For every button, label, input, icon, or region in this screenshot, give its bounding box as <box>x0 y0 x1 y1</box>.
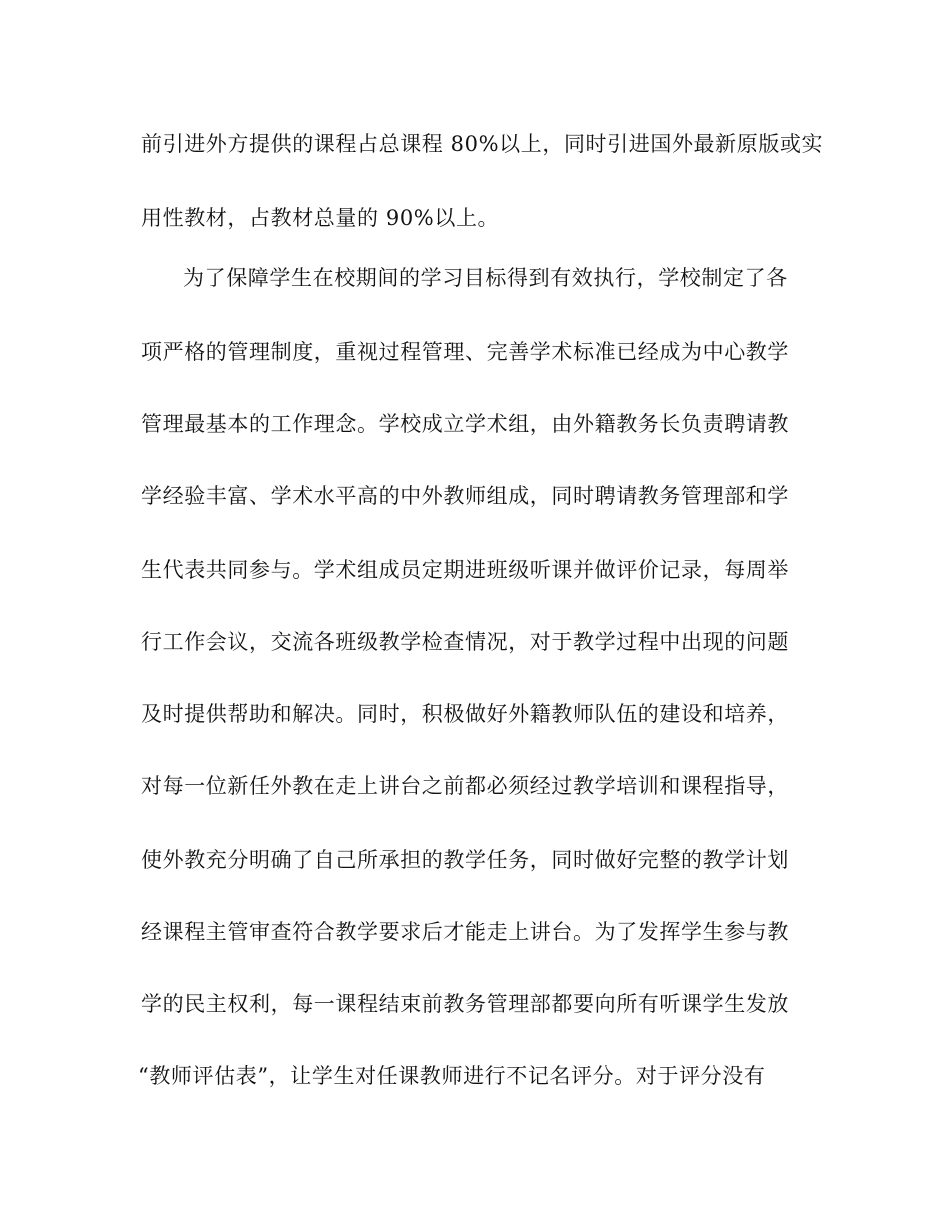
text-line-2: 用性教材，占教材总量的 90%以上。 <box>141 206 500 230</box>
text-line-4: 项严格的管理制度，重视过程管理、完善学术标准已经成为中心教学 <box>141 340 789 364</box>
text-line-8: 行工作会议，交流各班级教学检查情况，对于教学过程中出现的问题 <box>141 630 789 654</box>
text-line-14: “教师评估表”，让学生对任课教师进行不记名评分。对于评分没有 <box>138 1064 766 1088</box>
text-line-13: 学的民主权利，每一课程结束前教务管理部都要向所有听课学生发放 <box>141 992 789 1016</box>
paragraph-first-line: 为了保障学生在校期间的学习目标得到有效执行，学校制定了各 <box>183 266 788 290</box>
text-line-5: 管理最基本的工作理念。学校成立学术组，由外籍教务长负责聘请教 <box>141 412 789 436</box>
text-line-9: 及时提供帮助和解决。同时，积极做好外籍教师队伍的建设和培养， <box>141 702 789 726</box>
text-line-12: 经课程主管审查符合教学要求后才能走上讲台。为了发挥学生参与教 <box>141 920 789 944</box>
text-line-6: 学经验丰富、学术水平高的中外教师组成，同时聘请教务管理部和学 <box>141 484 789 508</box>
text-line-10: 对每一位新任外教在走上讲台之前都必须经过教学培训和课程指导， <box>141 774 789 798</box>
text-line-7: 生代表共同参与。学术组成员定期进班级听课并做评价记录，每周举 <box>141 558 789 582</box>
text-line-1: 前引进外方提供的课程占总课程 80%以上，同时引进国外最新原版或实 <box>141 132 824 156</box>
text-line-11: 使外教充分明确了自己所承担的教学任务，同时做好完整的教学计划 <box>141 848 789 872</box>
